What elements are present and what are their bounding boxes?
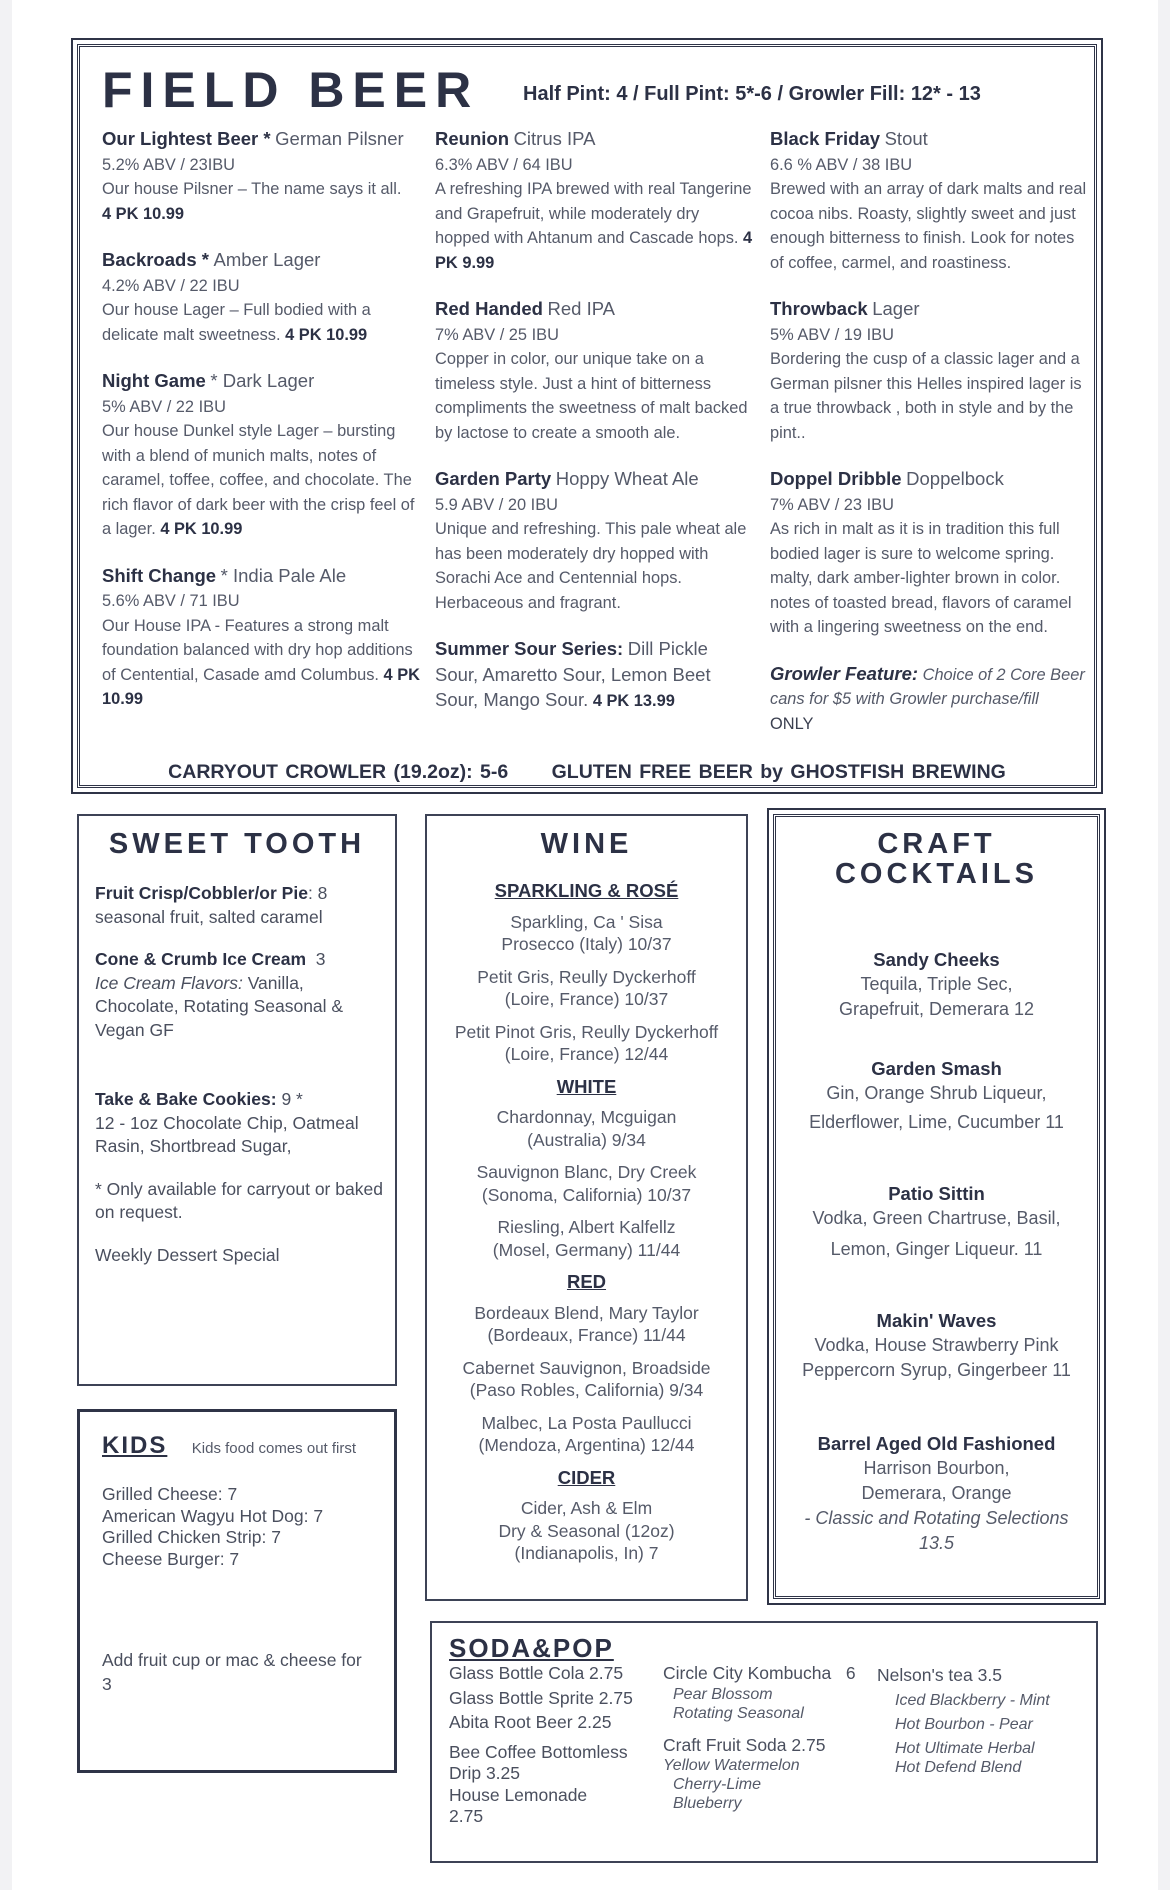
beer-item (770, 127, 1088, 275)
kids-item: Cheese Burger: 7 (102, 1548, 240, 1569)
beer-style: Hoppy Wheat Ale (555, 468, 699, 489)
kids-item: Grilled Chicken Strip: 7 (102, 1527, 281, 1547)
cocktail-desc: Vodka, Green Chartruse, Basil, (812, 1208, 1061, 1228)
tea-flavor: Hot Defend Blend (895, 1758, 1022, 1776)
cocktail-desc: Demerara, Orange (861, 1483, 1012, 1503)
carryout-note: * Only available for carryout or baked on request. (95, 1178, 383, 1222)
dessert-name: Fruit Crisp/Cobbler/or Pie (95, 883, 308, 903)
cocktails-title (776, 829, 1097, 889)
wine-name: Bordeaux Blend, Mary Taylor (474, 1302, 699, 1323)
weekly-dessert-special: Weekly Dessert Special (95, 1244, 280, 1265)
cocktail-item (776, 947, 1097, 1022)
wine-item (427, 1106, 746, 1151)
soda-pop-title: SODA&POP (449, 1633, 614, 1663)
soda-column-2 (663, 1663, 863, 1813)
cocktail-desc: Grapefruit, Demerara 12 (838, 999, 1035, 1019)
kids-add-on: Add fruit cup or mac & cheese for 3 (102, 1650, 362, 1694)
soda-item: Craft Fruit Soda 2.75 (663, 1734, 826, 1755)
kids-item: Grilled Cheese: 7 (102, 1484, 238, 1504)
dessert-item (95, 1088, 385, 1159)
tea-flavor: Hot Ultimate Herbal (895, 1739, 1035, 1757)
cocktail-name: Barrel Aged Old Fashioned (817, 1433, 1056, 1454)
soda-flavor: Cherry-Lime (673, 1776, 762, 1793)
beer-column-2 (435, 127, 753, 736)
soda-item: Glass Bottle Sprite 2.75 (449, 1687, 633, 1708)
cocktail-item (776, 1181, 1097, 1262)
beer-name: Black Friday (770, 128, 881, 149)
beer-name: Throwback (770, 298, 868, 319)
wine-origin-price: (Loire, France) 12/44 (504, 1044, 669, 1064)
wine-list (427, 874, 746, 1575)
wine-name: Cabernet Sauvignon, Broadside (462, 1357, 711, 1378)
beer-desc: Our House IPA - Features a strong malt foundation balanced with dry hop additions of Centential, Casade amd Columbus. (102, 616, 413, 684)
wine-origin-price: (Bordeaux, France) 11/44 (487, 1325, 686, 1345)
tea-flavor: Hot Bourbon - Pear (895, 1715, 1033, 1733)
beer-item (435, 467, 753, 615)
kids-section (77, 1409, 397, 1773)
wine-name: Sauvignon Blanc, Dry Creek (476, 1162, 697, 1182)
carryout-crowler: CARRYOUT CROWLER (19.2oz): 5-6 (168, 761, 509, 783)
wine-name: Petit Gris, Reully Dyckerhoff (477, 966, 696, 987)
soda-pop-section (430, 1621, 1098, 1863)
cocktail-desc: Tequila, Triple Sec, (860, 974, 1013, 994)
dessert-desc: 12 - 1oz Chocolate Chip, Oatmeal Rasin, Shortbread Sugar, (95, 1112, 359, 1156)
soda-item: Bee Coffee Bottomless (449, 1741, 628, 1762)
wine-subheading-white: WHITE (556, 1075, 617, 1097)
beer-style: Dill Pickle Sour, Amaretto Sour, Lemon Beet Sour, Mango Sour. (435, 638, 711, 710)
beer-style: * Dark Lager (210, 370, 315, 391)
cocktail-list (776, 947, 1097, 1590)
beer-desc: Our house Pilsner – The name says it all. (102, 180, 402, 198)
beer-price: 4 PK 10.99 (160, 520, 243, 538)
wine-name: Malbec, La Posta Paullucci (481, 1412, 692, 1433)
soda-flavor: Pear Blossom (673, 1685, 773, 1703)
wine-origin-price: (Loire, France) 10/37 (504, 989, 669, 1009)
cocktail-desc: Lemon, Ginger Liqueur. 11 (830, 1239, 1043, 1259)
soda-column-1 (449, 1663, 639, 1828)
soda-item: 2.75 (449, 1806, 484, 1826)
dessert-name: Take & Bake Cookies: (95, 1089, 277, 1109)
beer-price: 4 PK 10.99 (102, 204, 185, 223)
wine-item (427, 966, 746, 1011)
kids-item: American Wagyu Hot Dog: 7 (102, 1505, 324, 1526)
beer-style: Stout (884, 128, 928, 149)
growler-feature-tail: ONLY (770, 714, 814, 733)
beer-desc: Unique and refreshing. This pale wheat ale has been moderately dry hopped with Sorachi Ace and Centennial hops. Herbaceous and fragrant. (435, 520, 747, 612)
beer-price: 4 PK 10.99 (102, 665, 420, 708)
sweet-tooth-section (77, 814, 397, 1386)
beer-stats: 5.2% ABV / 23IBU (102, 155, 236, 174)
soda-item: Nelson's tea 3.5 (877, 1665, 1002, 1685)
kids-list (102, 1484, 323, 1570)
soda-item (663, 1663, 863, 1685)
dessert-item (95, 948, 385, 1042)
beer-column-1 (102, 127, 420, 734)
beer-name: Reunion (435, 128, 509, 149)
cocktail-desc: Elderflower, Lime, Cucumber 11 (809, 1112, 1064, 1132)
beer-name: Shift Change (102, 564, 217, 586)
cocktails-title-line-2: COCKTAILS (834, 858, 1038, 890)
beer-stats: 7% ABV / 23 IBU (770, 495, 894, 514)
cocktails-title-line-1: CRAFT (877, 828, 996, 860)
beer-desc: As rich in malt as it is in tradition this full bodied lager is sure to welcome spring. malty, dark amber-lighter brown in color. notes of toasted bread, flavors of caramel with a lingering sweetness on the end. (770, 520, 1072, 636)
beer-item (102, 248, 420, 347)
beer-item (435, 637, 753, 714)
kombucha-name: Circle City Kombucha (663, 1663, 832, 1683)
cocktail-desc: Vodka, House Strawberry Pink (814, 1335, 1059, 1355)
cocktail-item (776, 1056, 1097, 1135)
wine-item (427, 1357, 746, 1402)
cocktail-name: Garden Smash (871, 1058, 1002, 1079)
beer-price: 4 PK 13.99 (592, 692, 675, 710)
craft-cocktails-section (773, 814, 1100, 1599)
dessert-price: 3 (315, 949, 326, 969)
wine-item (427, 1216, 746, 1261)
beer-prices: Half Pint: 4 / Full Pint: 5*-6 / Growler Fill: 12* - 13 (523, 83, 981, 105)
beer-item (770, 297, 1088, 445)
cocktail-desc: Peppercorn Syrup, Gingerbeer 11 (802, 1360, 1071, 1380)
soda-column-3 (877, 1663, 1077, 1777)
tea-flavor: Iced Blackberry - Mint (895, 1691, 1050, 1709)
field-beer-title: FIELD BEER (102, 62, 480, 118)
cider-desc: Dry & Seasonal (12oz) (498, 1520, 675, 1541)
soda-item: Drip 3.25 (449, 1763, 521, 1783)
cocktail-name: Sandy Cheeks (873, 949, 1000, 970)
beer-name: Red Handed (435, 298, 543, 319)
dessert-desc: seasonal fruit, salted caramel (95, 906, 323, 927)
wine-subheading-sparkling: SPARKLING & ROSÉ (494, 880, 679, 901)
wine-origin-price: (Mosel, Germany) 11/44 (492, 1239, 681, 1260)
beer-item (102, 564, 420, 712)
beer-item (435, 297, 753, 445)
wine-name: Sparkling, Ca ' Sisa (510, 911, 663, 932)
dessert-desc: Vanilla, Chocolate, Rotating Seasonal & Vegan GF (95, 972, 344, 1040)
wine-origin-price: (Mendoza, Argentina) 12/44 (478, 1435, 695, 1455)
soda-item: House Lemonade (449, 1784, 588, 1805)
kids-note: Kids food comes out first (191, 1440, 357, 1457)
field-beer-section (77, 44, 1097, 788)
beer-name: Night Game (102, 370, 206, 391)
beer-name: Garden Party (435, 468, 552, 489)
beer-item (770, 467, 1088, 640)
beer-price: 4 PK 10.99 (285, 325, 368, 344)
cider-origin-price: (Indianapolis, In) 7 (514, 1543, 659, 1563)
cocktail-price: 13.5 (918, 1533, 955, 1553)
beer-column-3 (770, 127, 1088, 758)
wine-origin-price: (Sonoma, California) 10/37 (481, 1184, 692, 1205)
growler-feature-label: Growler Feature: (770, 662, 919, 684)
wine-name: Riesling, Albert Kalfellz (497, 1217, 676, 1237)
beer-name: Backroads * (102, 249, 209, 270)
wine-item (427, 1021, 746, 1066)
beer-desc: A refreshing IPA brewed with real Tangerine and Grapefruit, while moderately dry hopped with Ahtanum and Cascade hops. (435, 180, 752, 247)
wine-subheading-cider: CIDER (557, 1466, 616, 1488)
beer-stats: 6.3% ABV / 64 IBU (435, 155, 573, 174)
soda-flavor: Rotating Seasonal (673, 1704, 804, 1722)
beer-stats: 5% ABV / 22 IBU (102, 397, 226, 416)
soda-item: Abita Root Beer 2.25 (449, 1712, 612, 1732)
dessert-price: 9 * (281, 1089, 303, 1109)
wine-item (427, 1161, 746, 1206)
beer-stats: 5.6% ABV / 71 IBU (102, 592, 240, 610)
soda-flavor: Yellow Watermelon (663, 1757, 800, 1774)
beer-style: Doppelbock (906, 468, 1004, 489)
beer-desc: Brewed with an array of dark malts and real cocoa nibs. Roasty, slightly sweet and just enough bitterness to finish. Look for notes of coffee, carmel, and roastiness. (770, 180, 1087, 272)
sweet-tooth-title: SWEET TOOTH (108, 828, 366, 860)
beer-stats: 6.6 % ABV / 38 IBU (770, 155, 913, 174)
wine-origin-price: (Paso Robles, California) 9/34 (469, 1380, 704, 1400)
beer-style: Red IPA (547, 298, 616, 319)
growler-feature (770, 662, 1088, 737)
beer-style: German Pilsner (275, 128, 404, 149)
dessert-price: : 8 (307, 883, 328, 903)
beer-stats: 5% ABV / 19 IBU (770, 325, 894, 344)
beer-stats: 5.9 ABV / 20 IBU (435, 495, 559, 514)
wine-origin-price: Prosecco (Italy) 10/37 (501, 934, 672, 954)
wine-name: Petit Pinot Gris, Reully Dyckerhoff (454, 1021, 719, 1042)
cocktail-item (776, 1308, 1097, 1383)
wine-item (427, 1412, 746, 1457)
cider-item (427, 1497, 746, 1565)
wine-item (427, 1302, 746, 1347)
beer-stats: 4.2% ABV / 22 IBU (102, 276, 240, 295)
wine-subheading-red: RED (566, 1271, 607, 1292)
beer-footer (80, 761, 1094, 784)
dessert-name: Cone & Crumb Ice Cream (95, 949, 307, 969)
beer-desc: Our house Lager – Full bodied with a delicate malt sweetness. (102, 301, 371, 344)
wine-section (425, 814, 748, 1601)
cocktail-name: Patio Sittin (888, 1183, 985, 1204)
beer-name: Summer Sour Series: (435, 638, 624, 659)
beer-price: 4 PK 9.99 (435, 229, 753, 272)
beer-desc: Copper in color, our unique take on a timeless style. Just a hint of bitterness compliments the sweetness of malt backed by lactose to create a smooth ale. (435, 350, 748, 442)
kids-title: KIDS (102, 1432, 168, 1459)
beer-style: * India Pale Ale (220, 564, 347, 586)
soda-flavor: Blueberry (673, 1795, 742, 1812)
beer-name: Doppel Dribble (770, 468, 902, 489)
wine-origin-price: (Australia) 9/34 (527, 1129, 646, 1150)
beer-item (435, 127, 753, 275)
soda-item: Glass Bottle Cola 2.75 (449, 1663, 624, 1683)
kombucha-price: 6 (845, 1663, 856, 1683)
wine-item (427, 911, 746, 956)
cider-name: Cider, Ash & Elm (520, 1498, 653, 1518)
sweet-tooth-list (95, 882, 385, 1286)
cocktail-note: - Classic and Rotating Selections (804, 1508, 1069, 1528)
cocktail-item (776, 1431, 1097, 1556)
kids-header (102, 1432, 356, 1460)
beer-desc: Bordering the cusp of a classic lager and a German pilsner this Helles inspired lager is a true throwback , both in style and by the pint.. (770, 350, 1082, 442)
cocktail-desc: Harrison Bourbon, (863, 1458, 1010, 1478)
beer-name: Our Lightest Beer * (102, 128, 271, 149)
beer-style: Amber Lager (213, 249, 321, 270)
wine-name: Chardonnay, Mcguigan (496, 1107, 677, 1127)
beer-stats: 7% ABV / 25 IBU (435, 325, 559, 344)
beer-desc: Our house Dunkel style Lager – bursting with a blend of munich malts, notes of caramel, toffee, coffee, and chocolate. The rich flavor of dark beer with the crisp feel of a lager. (102, 422, 415, 538)
growler-feature-text: Choice of 2 Core Beer cans for $5 with Growler purchase/fill (770, 665, 1085, 708)
gluten-free-beer: GLUTEN FREE BEER by GHOSTFISH BREWING (551, 761, 1006, 783)
wine-title: WINE (540, 828, 633, 860)
dessert-label: Ice Cream Flavors: (95, 972, 243, 993)
cocktail-name: Makin' Waves (876, 1310, 997, 1331)
cocktail-desc: Gin, Orange Shrub Liqueur, (826, 1083, 1047, 1103)
beer-item (102, 369, 420, 542)
dessert-item (95, 882, 385, 929)
beer-style: Citrus IPA (513, 128, 596, 149)
beer-style: Lager (872, 298, 920, 319)
beer-item (102, 127, 420, 226)
